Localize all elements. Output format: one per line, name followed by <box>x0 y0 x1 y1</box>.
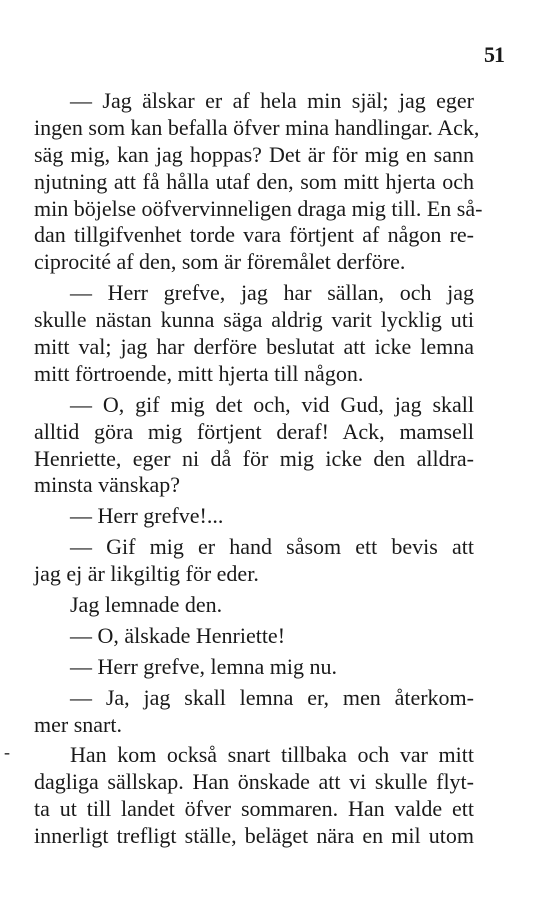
text-line: Henriette, eger ni då för mig icke den alldra- <box>34 445 474 471</box>
text-line: alltid göra mig förtjent deraf! Ack, mamsell <box>34 418 474 444</box>
text-line: Han kom också snart tillbaka och var mitt <box>70 742 474 768</box>
text-line: jag ej är likgiltig för eder. <box>34 561 259 587</box>
text-line: — Ja, jag skall lemna er, men återkom- <box>70 684 474 710</box>
text-line: minsta vänskap? <box>34 472 181 498</box>
text-line: säg mig, kan jag hoppas? Det är för mig en sann <box>34 141 474 167</box>
text-line: — Herr grefve, lemna mig nu. <box>70 653 337 679</box>
text-line: Jag lemnade den. <box>70 592 223 618</box>
margin-mark: - <box>4 742 10 762</box>
text-line: dagliga sällskap. Han önskade att vi skulle flyt- <box>34 769 474 795</box>
text-line: — Gif mig er hand såsom ett bevis att <box>70 534 474 560</box>
text-line: — Herr grefve, jag har sällan, och jag <box>70 280 474 306</box>
text-line: mitt förtroende, mitt hjerta till någon. <box>34 360 364 386</box>
text-line: — Herr grefve!... <box>70 503 224 529</box>
text-line: dan tillgifvenhet torde vara förtjent af någon re- <box>34 222 474 248</box>
text-line: — Jag älskar er af hela min själ; jag eger <box>70 88 474 113</box>
text-line: ingen som kan befalla öfver mina handlingar. Ack, <box>34 114 480 140</box>
text-line: — O, gif mig det och, vid Gud, jag skall <box>70 391 474 417</box>
text-line: — O, älskade Henriette! <box>70 622 286 648</box>
text-line: mer snart. <box>34 711 122 737</box>
text-line: min böjelse oöfvervinneligen draga mig till. En så- <box>34 195 483 221</box>
text-line: innerligt trefligt ställe, beläget nära en mil utom <box>34 823 474 849</box>
text-line: ta ut till landet öfver sommaren. Han valde ett <box>34 796 474 822</box>
text-line: mitt val; jag har derföre beslutat att icke lemna <box>34 334 474 360</box>
text-line: skulle nästan kunna säga aldrig varit lycklig uti <box>34 307 474 333</box>
page-number: 51 <box>484 42 504 67</box>
text-line: njutning att få hålla utaf den, som mitt hjerta och <box>34 168 474 194</box>
body-text <box>34 88 483 850</box>
text-line: ciprocité af den, som är föremålet derföre. <box>34 249 406 275</box>
